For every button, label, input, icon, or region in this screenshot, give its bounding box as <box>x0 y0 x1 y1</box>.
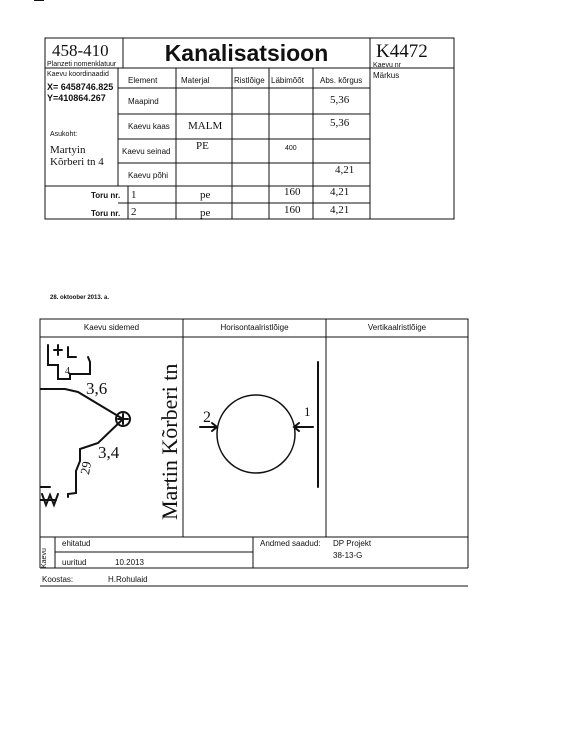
hand-letter-mark <box>54 345 62 355</box>
y-coordinate: Y=410864.267 <box>47 93 106 103</box>
author-label: Koostas: <box>42 575 74 584</box>
row-diameter: 160 <box>284 186 301 198</box>
panel-title-connections: Kaevu sidemed <box>83 323 140 332</box>
pipe-number: 2 <box>131 206 137 218</box>
well-circle <box>217 395 295 473</box>
panel-title-vertical: Vertikaalristlõige <box>367 323 427 332</box>
row-element: Kaevu seinad <box>122 147 171 156</box>
measured-value: 10.2013 <box>115 558 144 567</box>
col-header-elevation: Abs. kõrgus <box>320 76 363 85</box>
pipe-label-2: 2 <box>203 409 211 426</box>
data-source-value: DP Projekt <box>333 539 372 548</box>
handwritten-location-note: Martin Kõrberi tn <box>157 363 182 520</box>
dimension-label: 4 <box>65 366 70 377</box>
author-value: H.Rohulaid <box>108 575 148 584</box>
well-side-caption: Kaevu <box>41 548 48 568</box>
map-code-caption: Planzeti nomenklatuur <box>47 61 117 68</box>
row-material: pe <box>200 189 211 201</box>
pipe-row-label: Toru nr. <box>91 209 121 218</box>
dimension-label: 29 <box>77 460 95 476</box>
col-header-element: Element <box>128 76 158 85</box>
location-line-2: Kõrberi tn 4 <box>50 156 104 168</box>
row-diameter: 400 <box>285 145 297 152</box>
col-header-cross-section: Ristlõige <box>234 76 265 85</box>
row-material: MALM <box>188 120 223 132</box>
document-date: 28. oktoober 2013. a. <box>50 295 110 301</box>
pipe-row-label: Toru nr. <box>91 191 121 200</box>
row-material: pe <box>200 207 211 219</box>
row-element: Kaevu põhi <box>128 171 169 180</box>
map-code: 458-410 <box>52 41 109 60</box>
scan-mark <box>34 0 44 4</box>
col-header-diameter: Läbimõõt <box>271 76 304 85</box>
page-title: Kanalisatsioon <box>164 40 329 66</box>
x-coordinate: X= 6458746.825 <box>47 82 114 92</box>
dimension-label: 3,4 <box>98 443 120 462</box>
dimension-label: 3,6 <box>86 379 108 398</box>
row-elevation: 4,21 <box>330 204 350 216</box>
col-header-notes: Märkus <box>373 71 400 80</box>
row-elevation: 5,36 <box>330 94 350 106</box>
project-number: 38-13-G <box>333 551 363 560</box>
row-elevation: 4,21 <box>330 186 350 198</box>
pipe-number: 1 <box>131 189 137 201</box>
location-caption: Asukoht: <box>50 131 78 138</box>
well-number-caption: Kaevu nr <box>373 62 402 69</box>
horizontal-section-sketch <box>183 337 326 527</box>
row-diameter: 160 <box>284 204 301 216</box>
pipe-label-1: 1 <box>304 404 311 419</box>
built-label: ehitatud <box>62 539 91 548</box>
col-header-material: Materjal <box>181 76 210 85</box>
location-line-1: Martyin <box>50 144 86 156</box>
pipe-line-1 <box>40 389 123 419</box>
row-element: Maapind <box>128 97 159 106</box>
measured-label: uuritud <box>62 558 87 567</box>
well-number: K4472 <box>376 41 428 62</box>
row-material: PE <box>196 140 209 152</box>
row-element: Kaevu kaas <box>128 122 170 131</box>
data-source-label: Andmed saadud: <box>260 539 321 548</box>
panel-title-horizontal: Horisontaalristlõige <box>220 323 289 332</box>
row-elevation: 5,36 <box>330 117 350 129</box>
coordinates-caption: Kaevu koordinaadid <box>47 71 109 78</box>
row-elevation: 4,21 <box>335 164 355 176</box>
